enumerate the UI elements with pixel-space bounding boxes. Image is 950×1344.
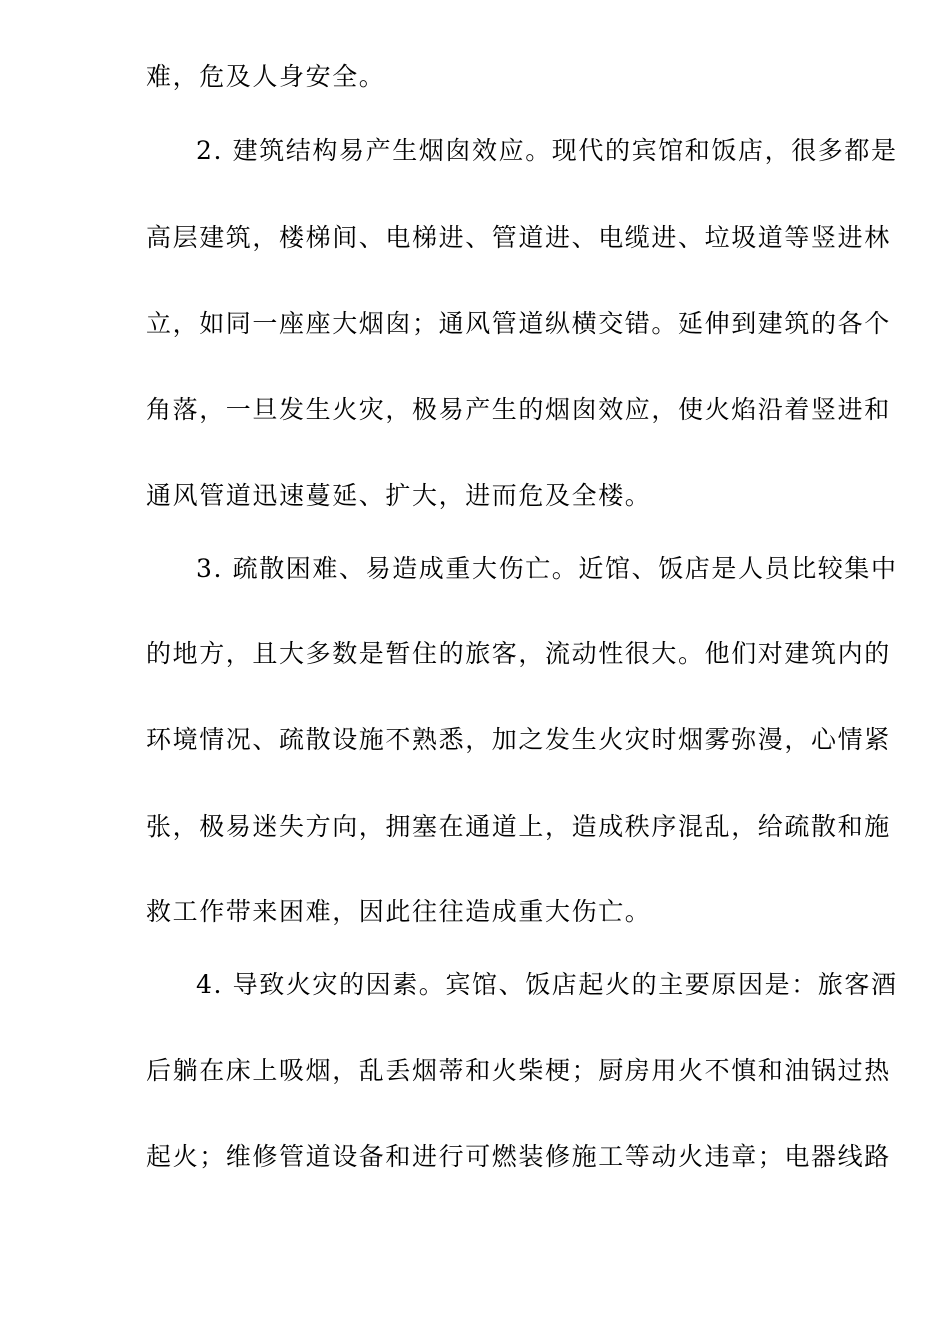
text-line: 立，如同一座座大烟囱；通风管道纵横交错。延伸到建筑的各个 xyxy=(146,309,891,338)
text-line: 高层建筑，楼梯间、电梯进、管道进、电缆进、垃圾道等竖进林 xyxy=(146,223,891,252)
text-line: 通风管道迅速蔓延、扩大，进而危及全楼。 xyxy=(146,481,652,510)
text-line: 张，极易迷失方向，拥塞在通道上，造成秩序混乱，给疏散和施 xyxy=(146,812,891,841)
text-line: 的地方，且大多数是暂住的旅客，流动性很大。他们对建筑内的 xyxy=(146,639,891,668)
text-line: 角落，一旦发生火灾，极易产生的烟囱效应，使火焰沿着竖进和 xyxy=(146,395,891,424)
text-line: 环境情况、疏散设施不熟悉，加之发生火灾时烟雾弥漫，心情紧 xyxy=(146,725,891,754)
text-line: 救工作带来困难，因此往往造成重大伤亡。 xyxy=(146,897,652,926)
text-line: 后躺在床上吸烟，乱丢烟蒂和火柴梗；厨房用火不慎和油锅过热 xyxy=(146,1056,891,1085)
text-line: 难，危及人身安全。 xyxy=(146,62,386,91)
section-4-heading-line: 4. 导致火灾的因素。宾馆、饭店起火的主要原因是：旅客酒 xyxy=(196,970,898,999)
section-3-heading-line: 3. 疏散困难、易造成重大伤亡。近馆、饭店是人员比较集中 xyxy=(196,554,898,583)
text-line: 起火；维修管道设备和进行可燃装修施工等动火违章；电器线路 xyxy=(146,1142,891,1171)
section-2-heading-line: 2. 建筑结构易产生烟囱效应。现代的宾馆和饭店，很多都是 xyxy=(196,136,898,165)
